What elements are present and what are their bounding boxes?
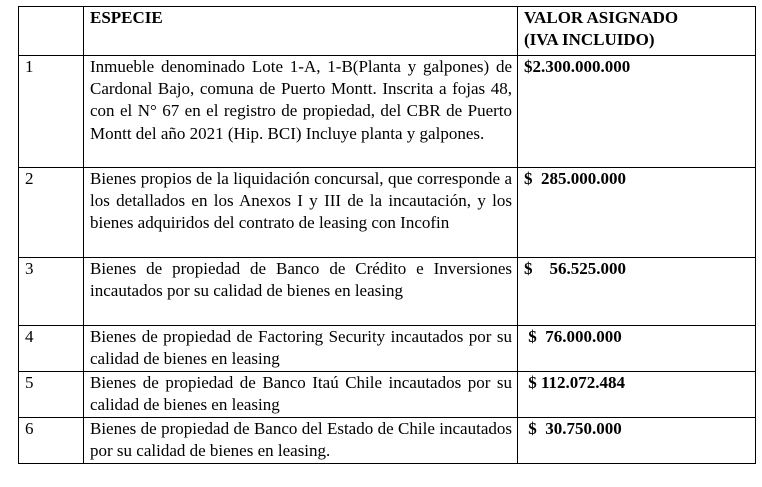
row-number: 6 bbox=[19, 418, 84, 464]
header-value-cell bbox=[518, 7, 756, 56]
row-number: 3 bbox=[19, 258, 84, 326]
row-number: 5 bbox=[19, 372, 84, 418]
row-description: Bienes de propiedad de Factoring Security incautados por su calidad de bienes en leasing bbox=[84, 326, 518, 372]
row-number: 1 bbox=[19, 56, 84, 168]
table-header-row bbox=[19, 7, 756, 56]
table-row bbox=[19, 168, 756, 258]
row-value: $ 30.750.000 bbox=[518, 418, 756, 464]
row-description: Bienes de propiedad de Banco del Estado de Chile incautados por su calidad de bienes en leasing. bbox=[84, 418, 518, 464]
asset-valuation-table bbox=[18, 6, 756, 464]
row-number: 4 bbox=[19, 326, 84, 372]
header-species-cell: ESPECIE bbox=[84, 7, 518, 56]
header-value-line1: VALOR ASIGNADO bbox=[524, 8, 679, 27]
table-row bbox=[19, 258, 756, 326]
row-description: Bienes de propiedad de Banco de Crédito e Inversiones incautados por su calidad de bienes en leasing bbox=[84, 258, 518, 326]
row-number: 2 bbox=[19, 168, 84, 258]
row-value: $ 56.525.000 bbox=[518, 258, 756, 326]
row-description: Inmueble denominado Lote 1-A, 1-B(Planta y galpones) de Cardonal Bajo, comuna de Puerto Montt. Inscrita a fojas 48, con el N° 67 en el registro de propiedad, del CBR de Puerto Montt del año 2021 (Hip. BCI) Incluye planta y galpones. bbox=[84, 56, 518, 168]
row-value: $ 285.000.000 bbox=[518, 168, 756, 258]
row-description: Bienes de propiedad de Banco Itaú Chile incautados por su calidad de bienes en leasing bbox=[84, 372, 518, 418]
table-row bbox=[19, 372, 756, 418]
row-value: $ 112.072.484 bbox=[518, 372, 756, 418]
header-value-line2: (IVA INCLUIDO) bbox=[524, 30, 655, 50]
table-row bbox=[19, 56, 756, 168]
table-row bbox=[19, 418, 756, 464]
row-value: $2.300.000.000 bbox=[518, 56, 756, 168]
row-value: $ 76.000.000 bbox=[518, 326, 756, 372]
table-row bbox=[19, 326, 756, 372]
row-description: Bienes propios de la liquidación concursal, que corresponde a los detallados en los Anexos I y III de la incautación, y los bienes adquiridos del contrato de leasing con Incofin bbox=[84, 168, 518, 258]
header-number-cell bbox=[19, 7, 84, 56]
